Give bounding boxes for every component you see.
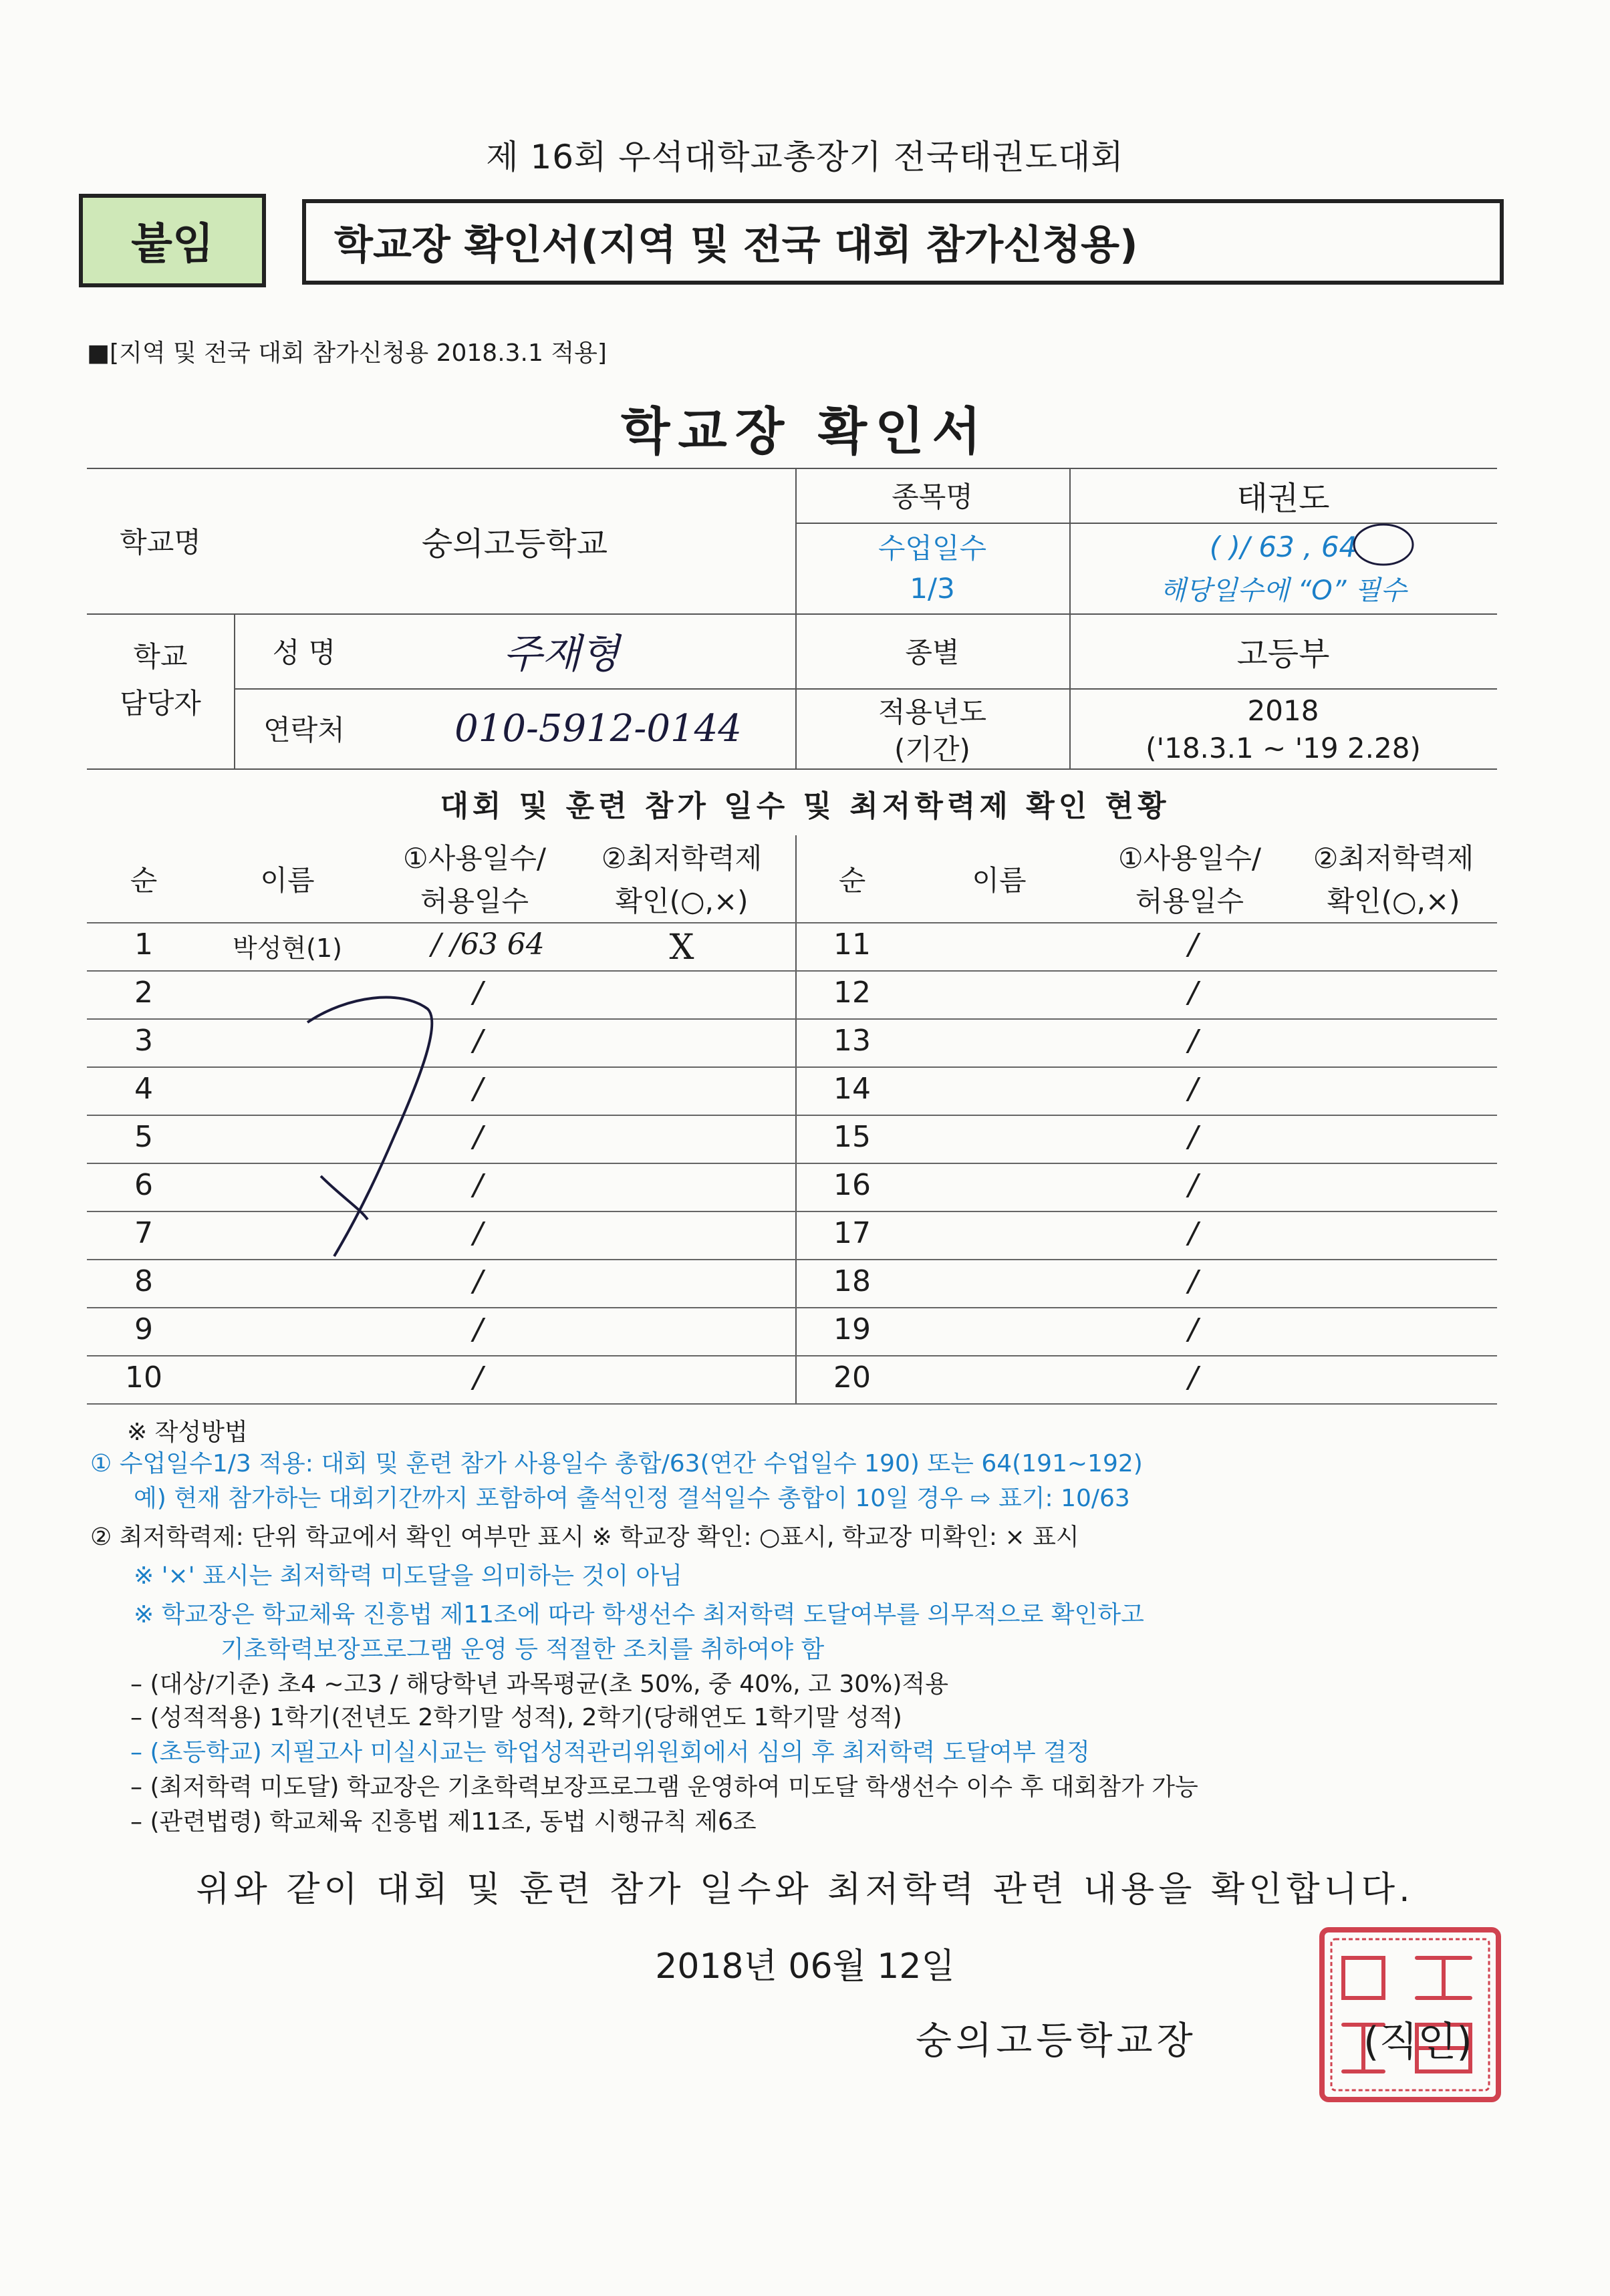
days-used-slash: / — [473, 1360, 483, 1395]
instruction-line: ※ '×' 표시는 최저학력 미도달을 의미하는 것이 아님 — [134, 1562, 682, 1590]
row-number: 11 — [833, 927, 871, 962]
instruction-line: 예) 현재 참가하는 대회기간까지 포함하여 출석인정 결석일수 총합이 10일 경우 ⇨ 표기: 10/63 — [134, 1485, 1130, 1512]
instructions-heading: ※ 작성방법 — [127, 1419, 248, 1446]
col-name-right: 이름 — [972, 864, 1027, 897]
row-number: 10 — [125, 1360, 162, 1395]
division-value: 고등부 — [1236, 635, 1330, 673]
days-used-slash: / — [1188, 1360, 1198, 1395]
row-number: 6 — [134, 1168, 153, 1202]
row-number: 3 — [134, 1024, 153, 1058]
row-divider — [87, 1307, 1497, 1308]
row-divider — [87, 1403, 1497, 1405]
row-number: 9 — [134, 1312, 153, 1346]
school-days-note: 해당일수에 “O” 필수 — [1160, 575, 1407, 606]
manager-label: 학교 — [133, 640, 188, 673]
attachment-title: 학교장 확인서(지역 및 전국 대회 참가신청용) — [302, 199, 1504, 285]
row-number: 12 — [833, 976, 871, 1010]
divider — [795, 835, 797, 1403]
contact-label: 연락처 — [263, 714, 345, 746]
school-days-label: 수업일수 — [878, 532, 987, 565]
row-number: 2 — [134, 976, 153, 1010]
manager-label-2: 담당자 — [120, 687, 201, 720]
row-number: 14 — [833, 1072, 871, 1106]
days-used-slash: / — [1188, 1168, 1198, 1202]
division-label: 종별 — [905, 636, 960, 669]
days-used-slash: / — [473, 1072, 483, 1106]
col-days-left-2: 허용일수 — [420, 885, 529, 917]
principal-name: 숭의고등학교장 — [916, 2019, 1197, 2063]
min-academic-check: X — [669, 927, 694, 968]
seal-label: (직인) — [1363, 2019, 1472, 2065]
instruction-line: 기초학력보장프로그램 운영 등 적절한 조치를 취하여야 함 — [221, 1636, 825, 1663]
school-label: 학교명 — [120, 526, 201, 559]
days-used: / /63 64 — [431, 927, 545, 962]
row-number: 17 — [833, 1216, 871, 1250]
row-number: 13 — [833, 1024, 871, 1058]
col-no-left: 순 — [130, 864, 158, 897]
issue-date: 2018년 06월 12일 — [655, 1947, 955, 1987]
row-number: 16 — [833, 1168, 871, 1202]
athlete-name: 박성현(1) — [233, 934, 342, 963]
handwritten-strike-mark — [294, 982, 454, 1270]
row-number: 19 — [833, 1312, 871, 1346]
school-days-value: ( )/ 63 , 64 — [1209, 530, 1357, 563]
year-label: 적용년도 — [878, 696, 987, 728]
instruction-line: ※ 학교장은 학교체육 진흥법 제11조에 따라 학생선수 최저학력 도달여부를 의무적으로 확인하고 — [134, 1601, 1144, 1628]
col-no-right: 순 — [838, 864, 866, 897]
row-divider — [87, 1355, 1497, 1356]
section-title: 대회 및 훈련 참가 일수 및 최저학력제 확인 현황 — [440, 789, 1170, 823]
col-days-right: ①사용일수/ — [1117, 842, 1262, 875]
year-period: ('18.3.1 ~ '19 2.28) — [1146, 731, 1421, 764]
instruction-line: – (관련법령) 학교체육 진흥법 제11조, 동법 시행규칙 제6조 — [130, 1808, 757, 1836]
instruction-line: – (대상/기준) 초4 ~고3 / 해당학년 과목평균(초 50%, 중 40%, 고 30%)적용 — [130, 1671, 948, 1698]
days-used-slash: / — [473, 1312, 483, 1346]
instruction-line: – (최저학력 미도달) 학교장은 기초학력보장프로그램 운영하여 미도달 학생선수 이수 후 대회참가 가능 — [130, 1773, 1198, 1801]
days-used-slash: / — [1188, 927, 1198, 962]
col-name-left: 이름 — [260, 864, 315, 897]
name-label: 성 명 — [272, 636, 336, 669]
year-label-2: (기간) — [894, 733, 970, 766]
col-min-right-2: 확인(○,×) — [1327, 885, 1460, 917]
contact-value: 010-5912-0144 — [454, 706, 742, 750]
instruction-line: – (성적적용) 1학기(전년도 2학기말 성적), 2학기(당해연도 1학기말 성적) — [130, 1704, 902, 1731]
col-min-right: ②최저학력제 — [1313, 842, 1474, 875]
instruction-line: ② 최저학력제: 단위 학교에서 확인 여부만 표시 ※ 학교장 확인: ○표시, 학교장 미확인: × 표시 — [90, 1524, 1079, 1551]
row-divider — [87, 922, 1497, 923]
document-title: 학교장 확인서 — [621, 402, 989, 461]
instruction-line: ① 수업일수1/3 적용: 대회 및 훈련 참가 사용일수 총합/63(연간 수업일수 190) 또는 64(191~192) — [90, 1450, 1143, 1477]
application-note: ■[지역 및 전국 대회 참가신청용 2018.3.1 적용] — [87, 339, 607, 367]
row-divider — [87, 970, 1497, 972]
row-number: 4 — [134, 1072, 153, 1106]
circle-mark-icon — [1350, 521, 1417, 568]
days-used-slash: / — [1188, 1024, 1198, 1058]
row-number: 20 — [833, 1360, 871, 1395]
days-used-slash: / — [473, 976, 483, 1010]
divider — [795, 688, 1497, 690]
days-used-slash: / — [1188, 1264, 1198, 1298]
confirmation-statement: 위와 같이 대회 및 훈련 참가 일수와 최저학력 관련 내용을 확인합니다. — [196, 1870, 1414, 1910]
row-number: 1 — [134, 927, 153, 962]
row-number: 8 — [134, 1264, 153, 1298]
row-number: 15 — [833, 1120, 871, 1154]
school-name: 숭의고등학교 — [421, 525, 608, 563]
name-value: 주재형 — [503, 631, 620, 678]
year-value: 2018 — [1247, 694, 1319, 727]
days-used-slash: / — [473, 1120, 483, 1154]
row-number: 18 — [833, 1264, 871, 1298]
col-days-right-2: 허용일수 — [1135, 885, 1244, 917]
row-number: 5 — [134, 1120, 153, 1154]
days-used-slash: / — [1188, 1120, 1198, 1154]
days-used-slash: / — [473, 1216, 483, 1250]
days-used-slash: / — [473, 1168, 483, 1202]
divider — [87, 768, 1497, 770]
instruction-line: – (초등학교) 지필고사 미실시교는 학업성적관리위원회에서 심의 후 최저학력 도달여부 결정 — [130, 1739, 1090, 1766]
days-used-slash: / — [1188, 1216, 1198, 1250]
col-days-left: ①사용일수/ — [402, 842, 547, 875]
sport-label: 종목명 — [892, 480, 973, 513]
col-min-left-2: 확인(○,×) — [615, 885, 749, 917]
days-used-slash: / — [1188, 1312, 1198, 1346]
school-days-fraction: 1/3 — [910, 571, 955, 605]
days-used-slash: / — [1188, 976, 1198, 1010]
col-min-left: ②최저학력제 — [601, 842, 763, 875]
row-number: 7 — [134, 1216, 153, 1250]
days-used-slash: / — [1188, 1072, 1198, 1106]
sport-value: 태권도 — [1236, 479, 1330, 517]
event-title: 제 16회 우석대학교총장기 전국태권도대회 — [486, 138, 1124, 176]
days-used-slash: / — [473, 1024, 483, 1058]
days-used-slash: / — [473, 1264, 483, 1298]
attachment-tag: 붙임 — [79, 194, 266, 287]
